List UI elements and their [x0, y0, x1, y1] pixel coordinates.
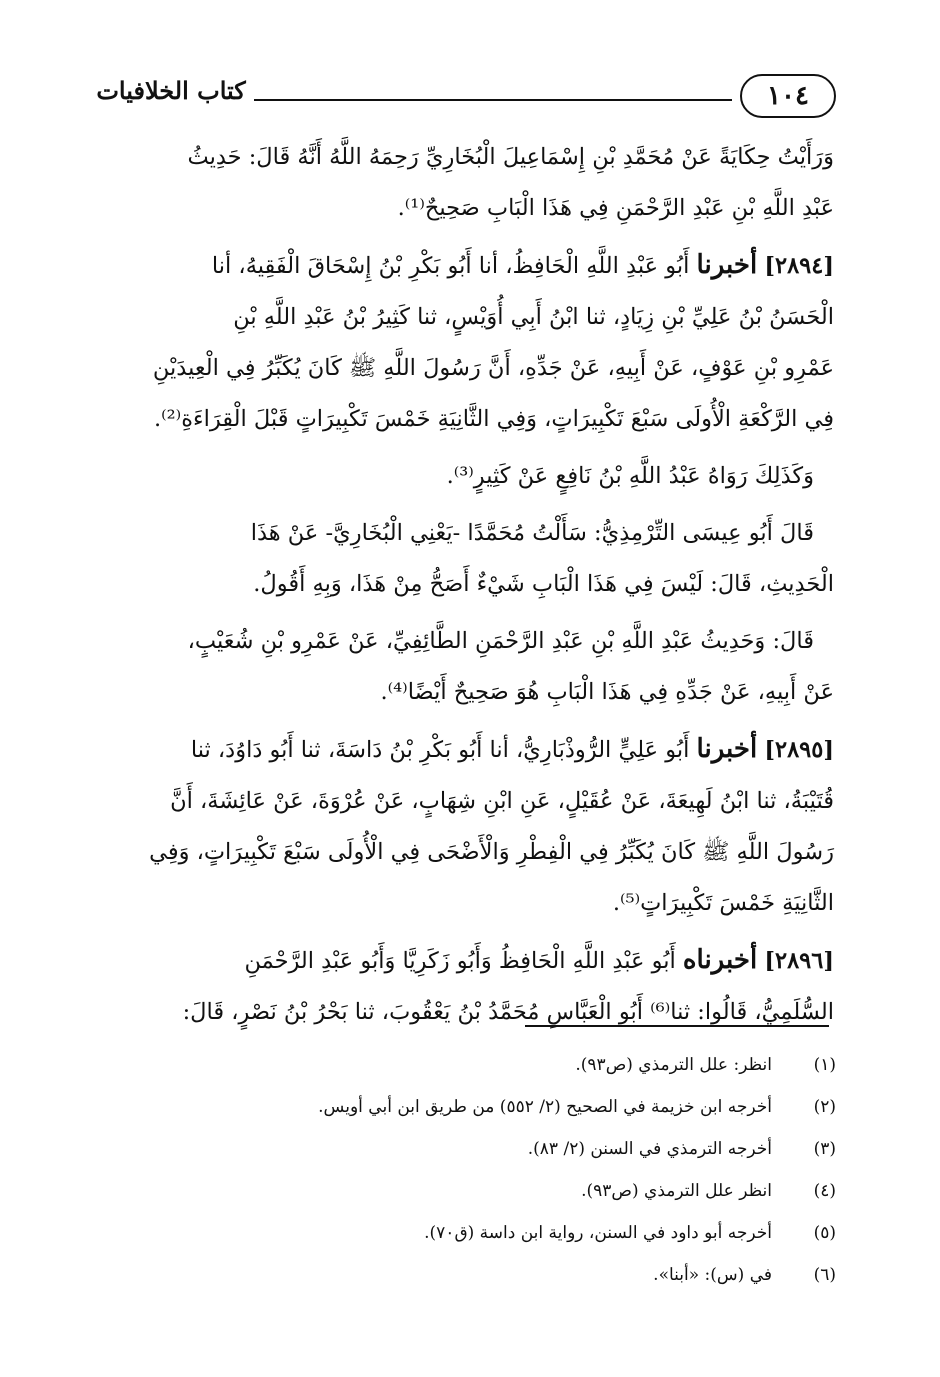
- text-segment: أَبُو عَلِيٍّ الرُّوذْبَارِيُّ، أنا أَبُو بَكْرِ بْنُ دَاسَةَ، ثنا أَبُو دَاوُدَ، ثنا: [190, 737, 690, 763]
- text-line: قُتَيْبَةُ، ثنا ابْنُ لَهِيعَةَ، عَنْ عُقَيْلٍ، عَنِ ابْنِ شِهَابٍ، عَنْ عُرْوَةَ، عَنْ عَائِشَةَ، أَنَّ: [170, 788, 834, 814]
- text-line: الثَّانِيَةِ خَمْسَ تَكْبِيرَاتٍ⁽⁵⁾.: [612, 890, 834, 916]
- text-segment: أَبُو عَبْدِ اللَّهِ الْحَافِظُ وَأَبُو زَكَرِيَّا وَأَبُو عَبْدِ الرَّحْمَنِ: [244, 948, 676, 974]
- paragraph: [104, 616, 834, 718]
- paragraph: [104, 451, 834, 502]
- footnote-item: [116, 1086, 836, 1128]
- hadith-paragraph: [104, 935, 834, 1038]
- footnote-item: [116, 1212, 836, 1254]
- text-line: وَرَأَيْتُ حِكَايَةً عَنْ مُحَمَّدِ بْنِ إِسْمَاعِيلَ الْبُخَارِيِّ رَحِمَهُ اللَّهُ أَنَّهُ قَالَ: حَدِيثُ: [187, 144, 834, 170]
- text-line: عَمْرِو بْنِ عَوْفٍ، عَنْ أَبِيهِ، عَنْ جَدِّهِ، أَنَّ رَسُولَ اللَّهِ ﷺ كَانَ يُكَبِّرُ فِي الْعِيدَيْنِ: [152, 355, 834, 381]
- main-text: [104, 132, 834, 1044]
- page-header: [96, 72, 836, 128]
- hadith-number: [٢٨٩٦]: [764, 948, 834, 974]
- text-line: [104, 240, 834, 292]
- footnote-item: [116, 1254, 836, 1296]
- text-line: [104, 935, 834, 987]
- text-line: [104, 724, 834, 776]
- footnote-number: (٥): [813, 1223, 836, 1243]
- footnote-number: (٤): [813, 1181, 836, 1201]
- footnote-text: أخرجه أبو داود في السنن، رواية ابن داسة (ق٧٠).: [424, 1223, 772, 1243]
- hadith-keyword: أخبرنا: [696, 250, 758, 280]
- paragraph: [104, 508, 834, 610]
- text-segment: أَبُو عَبْدِ اللَّهِ الْحَافِظُ، أنا أَبُو بَكْرِ بْنُ إِسْحَاقَ الْفَقِيهُ، أنا: [211, 253, 690, 279]
- book-title: كتاب الخلافيات: [96, 76, 246, 105]
- text-line: فِي الرَّكْعَةِ الْأُولَى سَبْعَ تَكْبِيرَاتٍ، وَفِي الثَّانِيَةِ خَمْسَ تَكْبِيرَاتٍ قَبْلَ الْقِرَاءَةِ⁽²⁾.: [153, 406, 834, 432]
- text-line: السُّلَمِيُّ، قَالُوا: ثنا⁽⁶⁾ أَبُو الْعَبَّاسِ مُحَمَّدُ بْنُ يَعْقُوبَ، ثنا بَحْرُ بْنُ نَصْرٍ، قَالَ:: [182, 999, 834, 1025]
- text-line: قَالَ: وَحَدِيثُ عَبْدِ اللَّهِ بْنِ عَبْدِ الرَّحْمَنِ الطَّائِفِيِّ، عَنْ عَمْرِو بْنِ شُعَيْبٍ،: [187, 628, 814, 654]
- page-number-badge: ١٠٤: [740, 74, 836, 118]
- footnote-number: (٣): [813, 1139, 836, 1159]
- hadith-keyword: أخبرنا: [696, 734, 758, 764]
- paragraph: [104, 132, 834, 234]
- text-line: الْحَدِيثِ، قَالَ: لَيْسَ فِي هَذَا الْبَابِ شَيْءٌ أَصَحُّ مِنْ هَذَا، وَبِهِ أَقُولُ.: [253, 571, 834, 597]
- hadith-number: [٢٨٩٤]: [764, 253, 834, 279]
- footnote-number: (٦): [813, 1265, 836, 1285]
- text-line: عَبْدِ اللَّهِ بْنِ عَبْدِ الرَّحْمَنِ فِي هَذَا الْبَابِ صَحِيحٌ⁽¹⁾.: [397, 195, 834, 221]
- footnote-item: [116, 1044, 836, 1086]
- footnote-number: (١): [813, 1055, 836, 1075]
- footnote-text: انظر علل الترمذي (ص٩٣).: [581, 1181, 772, 1201]
- hadith-keyword: أخبرناه: [682, 945, 758, 975]
- hadith-number: [٢٨٩٥]: [764, 737, 834, 763]
- footnote-separator: [525, 1025, 829, 1027]
- text-line: رَسُولَ اللَّهِ ﷺ كَانَ يُكَبِّرُ فِي الْفِطْرِ وَالْأَضْحَى فِي الْأُولَى سَبْعَ تَكْبِيرَاتٍ، وَفِي: [149, 839, 834, 865]
- footnote-item: [116, 1128, 836, 1170]
- footnotes: [116, 1044, 836, 1296]
- text-line: الْحَسَنُ بْنُ عَلِيِّ بْنِ زِيَادٍ، ثنا ابْنُ أَبِي أُوَيْسٍ، ثنا كَثِيرُ بْنُ عَبْدِ اللَّهِ بْنِ: [233, 304, 834, 330]
- hadith-paragraph: [104, 240, 834, 445]
- footnote-text: في (س): «أبنا».: [653, 1265, 772, 1285]
- footnote-text: انظر: علل الترمذي (ص٩٣).: [575, 1055, 772, 1075]
- header-rule: [254, 99, 732, 101]
- hadith-paragraph: [104, 724, 834, 929]
- footnote-text: أخرجه الترمذي في السنن (٢/ ٨٣).: [527, 1139, 772, 1159]
- text-line: قَالَ أَبُو عِيسَى التِّرْمِذِيُّ: سَأَلْتُ مُحَمَّدًا -يَعْنِي الْبُخَارِيَّ- عَنْ هَذَا: [250, 520, 814, 546]
- text-line: وَكَذَلِكَ رَوَاهُ عَبْدُ اللَّهِ بْنُ نَافِعٍ عَنْ كَثِيرٍ⁽³⁾.: [446, 463, 814, 489]
- footnote-number: (٢): [813, 1097, 836, 1117]
- text-line: عَنْ أَبِيهِ، عَنْ جَدِّهِ فِي هَذَا الْبَابِ هُوَ صَحِيحٌ أَيْضًا⁽⁴⁾.: [380, 679, 834, 705]
- footnote-text: أخرجه ابن خزيمة في الصحيح (٢/ ٥٥٢) من طريق ابن أبي أويس.: [318, 1097, 772, 1117]
- footnote-item: [116, 1170, 836, 1212]
